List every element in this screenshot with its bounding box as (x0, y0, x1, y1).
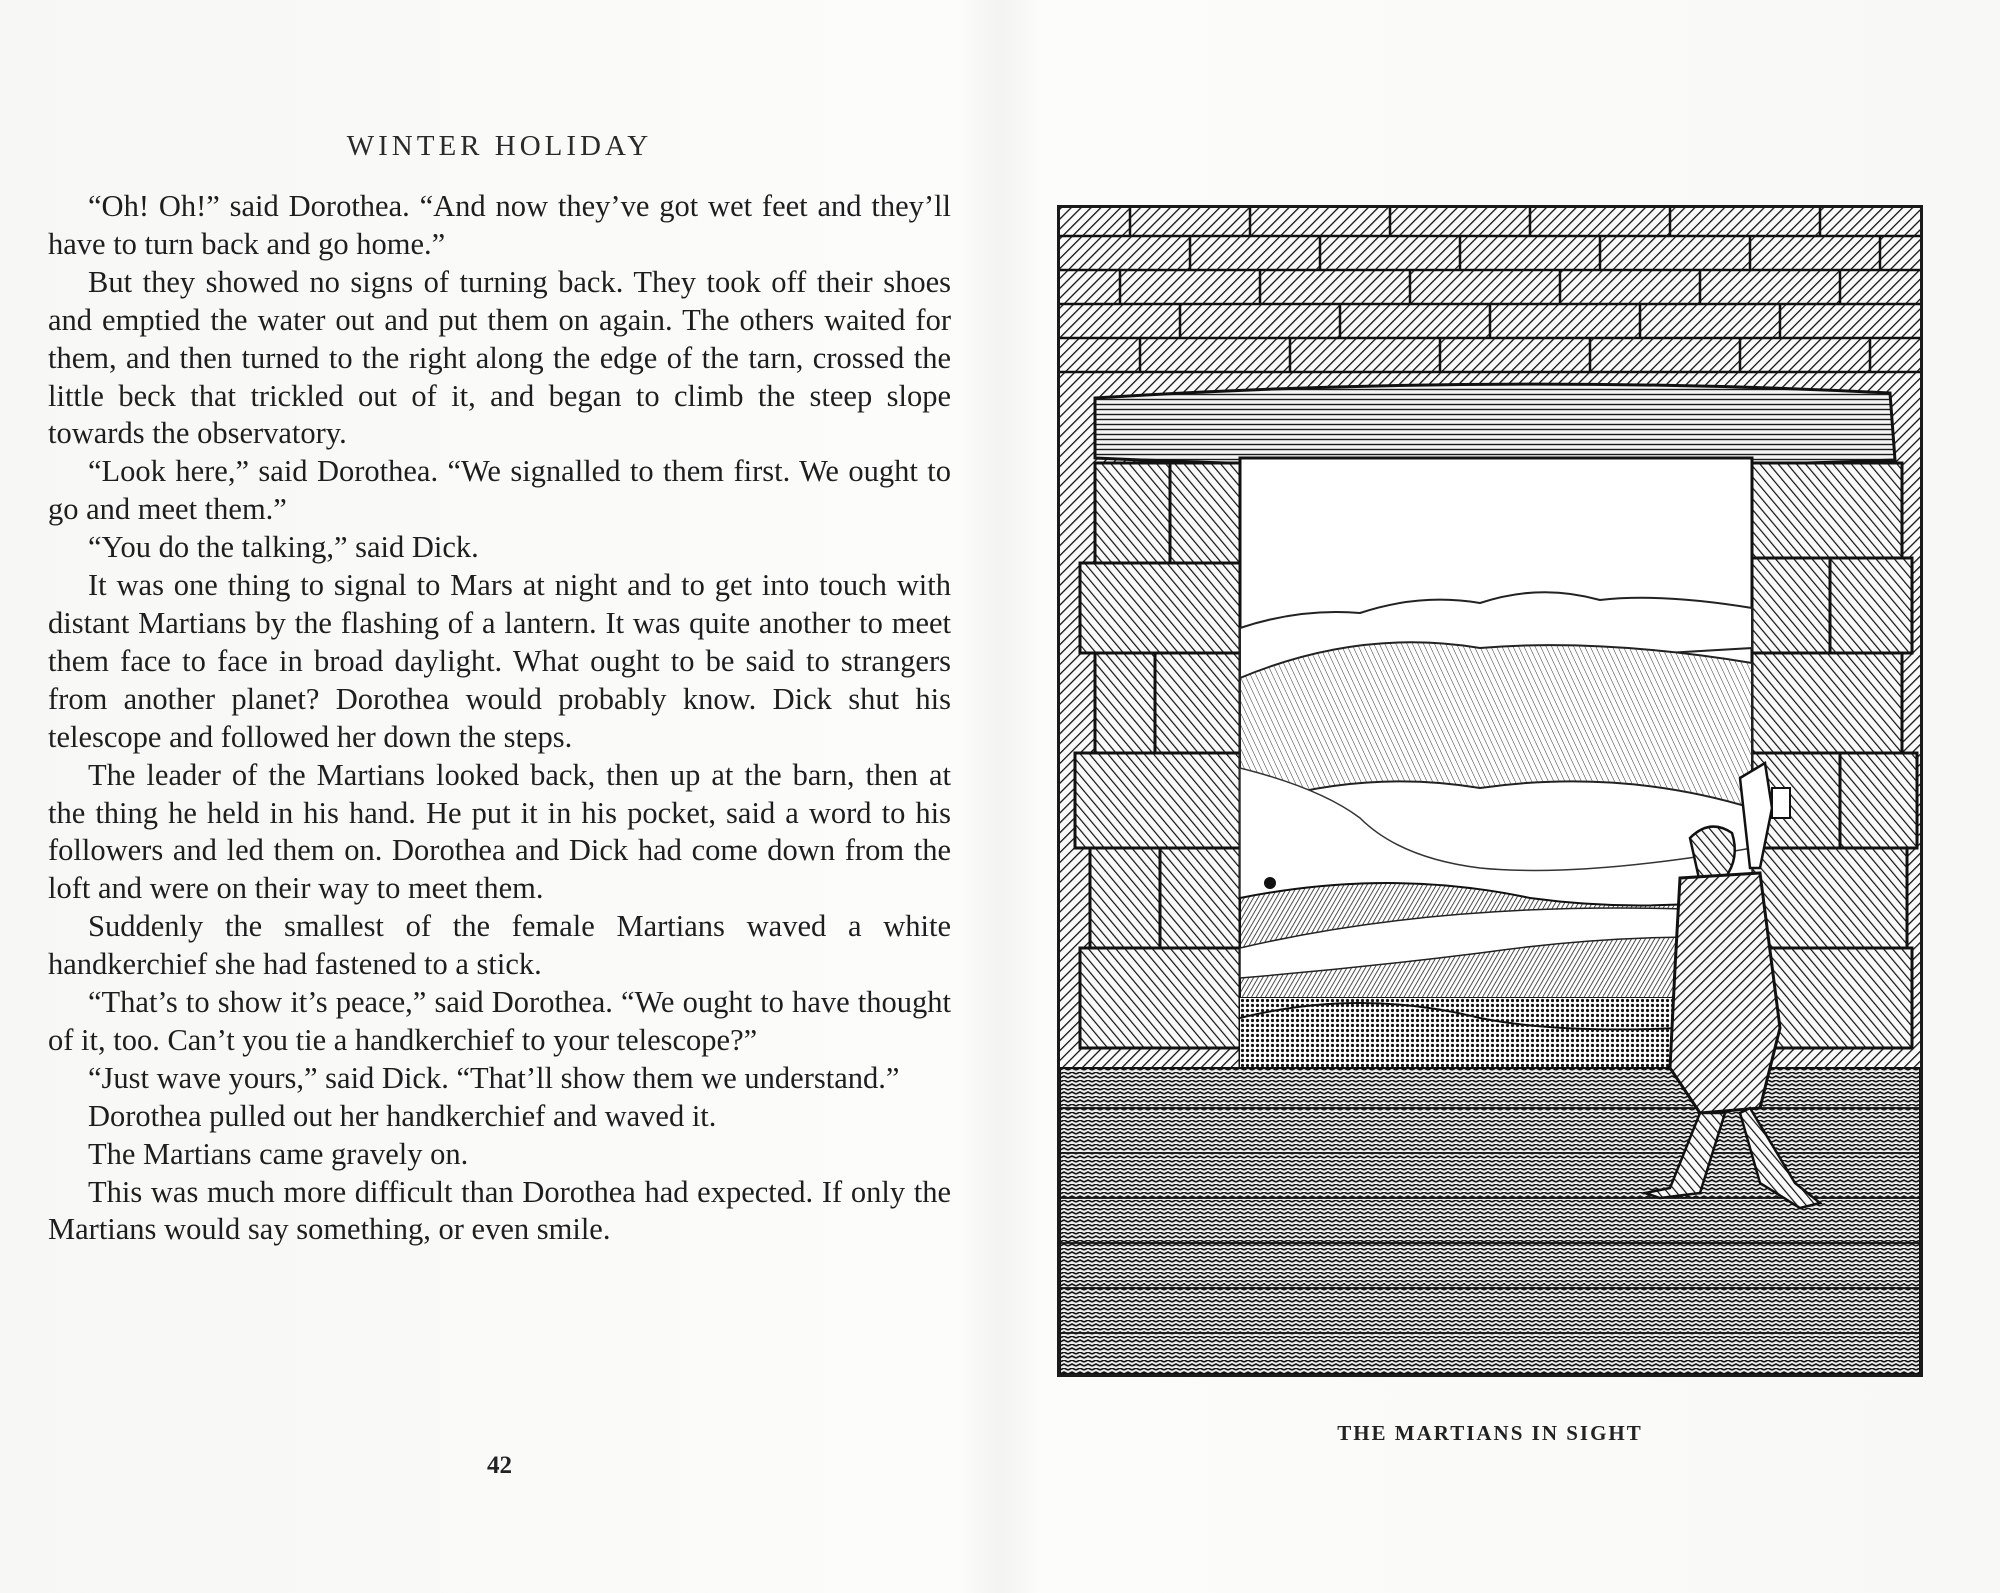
illustration-drawing (1060, 208, 1920, 1374)
page-number: 42 (487, 1452, 512, 1479)
paragraph: The Martians came gravely on. (88, 1136, 469, 1171)
paragraph: “Oh! Oh!” said Dorothea. “And now they’ve got wet feet and they’ll have to turn back and go home.” (48, 189, 951, 261)
left-page (48, 120, 951, 1500)
paragraph: The leader of the Martians looked back, then up at the barn, then at the thing he held in his hand. He put it in his pocket, said a word to his followers and led them on. Dorothea and Dick had come down from the loft and were on their way to meet them. (48, 757, 951, 906)
plank-floor (1060, 1068, 1920, 1374)
right-jamb-stones (1752, 463, 1917, 1048)
paragraph: But they showed no signs of turning back. They took off their shoes and emptied the water out and put them on again. The others waited for them, and then turned to the right along the edge of the tarn, crossed the little beck that trickled out of it, and began to climb the steep slope towards the observatory. (48, 264, 951, 451)
paragraph: “Just wave yours,” said Dick. “That’ll show them we understand.” (88, 1060, 900, 1095)
illustration (1057, 205, 1923, 1377)
paragraph: It was one thing to signal to Mars at night and to get into touch with distant Martians by the flashing of a lantern. It was quite another to meet them face to face in broad daylight. What ought to be said to strangers from another planet? Dorothea would probably know. Dick shut his telescope and followed her down the steps. (48, 568, 951, 754)
illustration-caption: THE MARTIANS IN SIGHT (1337, 1421, 1643, 1445)
paragraph: This was much more difficult than Dorothea had expected. If only the Martians would say something, or even smile. (48, 1174, 951, 1247)
body-text (48, 188, 951, 1249)
paragraph: “Look here,” said Dorothea. “We signalled to them first. We ought to go and meet them.” (48, 454, 951, 527)
paragraph: “That’s to show it’s peace,” said Dorothea. “We ought to have thought of it, too. Can’t you tie a handkerchief to your telescope?” (48, 985, 951, 1057)
left-jamb-stones (1075, 463, 1240, 1048)
wooden-lintel (1095, 384, 1895, 467)
running-head: WINTER HOLIDAY (346, 130, 653, 162)
paragraph: Suddenly the smallest of the female Martians waved a white handkerchief she had fastened to a stick. (48, 909, 951, 982)
paragraph: “You do the talking,” said Dick. (88, 530, 479, 565)
paragraph: Dorothea pulled out her handkerchief and waved it. (88, 1098, 717, 1133)
